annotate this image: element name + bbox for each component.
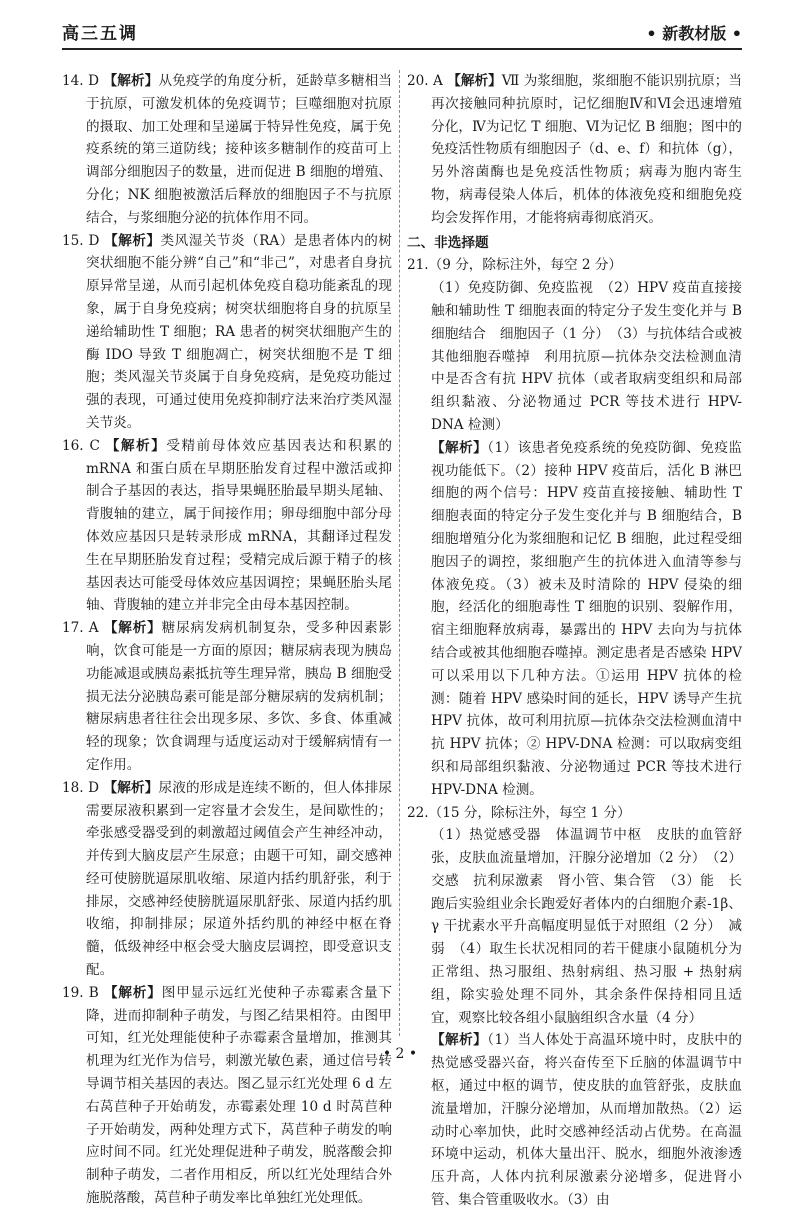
left-column — [62, 70, 392, 1210]
analysis-tag: 【解析】 — [104, 232, 161, 249]
answer-20 — [407, 70, 742, 230]
score-note: （15 分，除标注外，每空 1 分） — [428, 804, 631, 821]
answer-21-analysis — [407, 437, 742, 802]
analysis-text: 受精前母体效应基因表达和积累的 mRNA 和蛋白质在早期胚胎发育过程中激活或抑制合子基因的表达，指导果蝇胚胎最早期头尾轴、背腹轴的建立，属于间接作用；卵母细胞中部分母体效应基因只是转录形成 mRNA，其翻译过程发生在早期胚胎发育过程；受精完成后源于精子的核基因表达可能受母体效应基因调控；果蝇胚胎头尾轴、背腹轴的建立并非完全由母本基因控制。 — [86, 437, 393, 614]
page-header — [62, 14, 742, 50]
answer-22-key: （1）热觉感受器 体温调节中枢 皮肤的血管舒张，皮肤血流量增加，汗腺分泌增加（2 分） （2）交感 抗利尿激素 肾小管、集合管 （3）能 长跑后实验组业余长跑爱好者体内的白细胞介素-1β、γ 干扰素水平升高幅度明显低于对照组（2 分） 减弱 （4）取生长状况相同的若干健康小鼠随机分为正常组、热习服组、热射病组、热习服 + 热射病组，除实验处理不同外，其余条件保持相同且适宜，观察比较各组小鼠脑组织含水量（4 分） — [431, 827, 742, 1026]
answer-17 — [62, 617, 392, 777]
question-number: 19. B — [62, 984, 99, 1001]
analysis-text: （1）当人体处于高温环境中时，皮肤中的热觉感受器兴奋，将兴奋传至下丘脑的体温调节中枢，通过中枢的调节，使皮肤的血管舒张，皮肤血流量增加，汗腺分泌增加，从而增加散热。（2）运动时心率加快，此时交感神经活动占优势。在高温环境中运动，机体大量出汗、脱水，细胞外液渗透压升高，人体内抗利尿激素分泌增多，促进肾小管、集合管重吸收水。（3）由 — [431, 1032, 742, 1209]
analysis-text: 糖尿病发病机制复杂，受多种因素影响，饮食可能是一方面的原因；糖尿病表现为胰岛功能减退或胰岛素抵抗等生理异常，胰岛 B 细胞受损无法分泌胰岛素可能是部分糖尿病的发病机制；糖尿病患者往往会出现多尿、多饮、多食、体重减轻的现象；饮食调理与适度运动对于缓解病情有一定作用。 — [86, 620, 393, 773]
header-title: 高三五调 — [62, 24, 138, 44]
analysis-text: 从免疫学的角度分析，延龄草多糖相当于抗原，可激发机体的免疫调节；巨噬细胞对抗原的摄取、加工处理和呈递属于特异性免疫，属于免疫系统的第三道防线；接种该多糖制作的疫苗可上调部分细胞因子的数量，进而促进 B 细胞的增殖、分化；NK 细胞被激活后释放的细胞因子不与抗原结合，与浆细胞分泌的抗体作用不同。 — [86, 73, 393, 226]
analysis-tag: 【解析】 — [105, 437, 167, 454]
answer-18 — [62, 777, 392, 982]
answer-21-head — [407, 254, 742, 277]
answer-19 — [62, 982, 392, 1210]
page-number: • 2 • — [382, 1046, 418, 1062]
answer-14 — [62, 70, 392, 230]
analysis-tag: 【解析】 — [431, 439, 488, 456]
header-edition-label: • 新教材版 • — [646, 24, 742, 43]
analysis-text: Ⅶ 为浆细胞，浆细胞不能识别抗原；当再次接触同种抗原时，记忆细胞Ⅳ和Ⅵ会迅速增殖分化，Ⅳ为记忆 T 细胞、Ⅵ为记忆 B 细胞；图中的免疫活性物质有细胞因子（d、e、f）和抗体（g），另外溶菌酶也是免疫活性物质；病毒为胞内寄生物，病毒侵染人体后，机体的体液免疫和细胞免疫均会发挥作用，才能将病毒彻底消灭。 — [431, 73, 742, 226]
question-number: 17. A — [62, 620, 99, 637]
analysis-tag: 【解析】 — [447, 73, 502, 89]
analysis-tag: 【解析】 — [103, 779, 159, 796]
analysis-tag: 【解析】 — [103, 73, 159, 89]
analysis-text: 尿液的形成是连续不断的，但人体排尿需要尿液积累到一定容量才会发生，是间歇性的；牵张感受器受到的刺激超过阈值会产生神经冲动，并传到大脑皮层产生尿意；由题干可知，副交感神经可使膀胱逼尿肌收缩、尿道内括约肌舒张，利于排尿，交感神经使膀胱逼尿肌舒张、尿道内括约肌收缩，抑制排尿；尿道外括约肌的神经中枢在脊髓，低级神经中枢会受大脑皮层调控，即受意识支配。 — [86, 779, 393, 979]
question-number: 20. A — [407, 73, 443, 89]
right-column — [407, 70, 742, 1212]
section-title: 二、非选择题 — [407, 234, 489, 251]
answer-16 — [62, 435, 392, 617]
answer-15 — [62, 230, 392, 435]
answer-22-head — [407, 802, 742, 825]
analysis-tag: 【解析】 — [103, 620, 162, 637]
analysis-tag: 【解析】 — [431, 1032, 488, 1049]
question-number: 18. D — [62, 779, 99, 796]
analysis-tag: 【解析】 — [103, 984, 162, 1001]
analysis-text: 图甲显示远红光使种子赤霉素含量下降，进而抑制种子萌发，与图乙结果相符。由图甲可知，红光处理能使种子赤霉素含量增加，推测其机理为红光作为信号，刺激光敏色素，通过信号转导调节相关基因的表达。图乙显示红光处理 6 d 左右莴苣种子开始萌发，赤霉素处理 10 d 时莴苣种子开始萌发，两种处理方式下，莴苣种子萌发的响应时间不同。红光处理促进种子萌发，脱落酸会抑制种子萌发，二者作用相反，所以红光处理结合外施脱落酸，莴苣种子萌发率比单独红光处理低。 — [86, 984, 392, 1207]
score-note: （9 分，除标注外，每空 2 分） — [428, 257, 623, 274]
answer-21-key: （1）免疫防御、免疫监视 （2）HPV 疫苗直接接触和辅助性 T 细胞表面的特定分子发生变化并与 B 细胞结合 细胞因子（1 分） （3）与抗体结合或被其他细胞吞噬掉 利用抗原—抗体杂交法检测血清中是否含有抗 HPV 抗体（或者取病变组织和局部组织黏液、分泌物通过 PCR 等技术进行 HPV-DNA 检测） — [431, 280, 742, 433]
question-number: 21. — [407, 257, 429, 274]
question-number: 15. D — [62, 232, 100, 249]
question-number: 16. C — [62, 437, 100, 454]
question-number: 14. D — [62, 73, 99, 89]
analysis-text: （1）该患者免疫系统的免疫防御、免疫监视功能低下。（2）接种 HPV 疫苗后，活化 B 淋巴细胞的两个信号：HPV 疫苗直接接触、辅助性 T 细胞表面的特定分子发生变化并与 B 细胞结合，B 细胞增殖分化为浆细胞和记忆 B 细胞，此过程受细胞因子的调控，浆细胞产生的抗体进入血清等参与体液免疫。（3）被未及时清除的 HPV 侵染的细胞，经活化的细胞毒性 T 细胞的识别、裂解作用，宿主细胞释放病毒，暴露出的 HPV 去向为与抗体结合或被其他细胞吞噬掉。测定患者是否感染 HPV 可以采用以下几种方法。①运用 HPV 抗体的检测：随着 HPV 感染时间的延长，HPV 诱导产生抗 HPV 抗体，故可利用抗原—抗体杂交法检测血清中抗 HPV 抗体；② HPV-DNA 检测：可以取病变组织和局部组织黏液、分泌物通过 PCR 等技术进行 HPV-DNA 检测。 — [431, 439, 742, 798]
analysis-text: 类风湿关节炎（RA）是患者体内的树突状细胞不能分辨“自己”和“非己”，对患者自身抗原异常呈递，从而引起机体免疫自稳功能紊乱的现象，属于自身免疫病；树突状细胞将自身的抗原呈递给辅助性 T 细胞；RA 患者的树突状细胞产生的酶 IDO 导致 T 细胞凋亡，树突状细胞不是 T 细胞；类风湿关节炎属于自身免疫病，是免疫功能过强的表现，可通过使用免疫抑制疗法来治疗类风湿关节炎。 — [86, 232, 392, 431]
question-number: 22. — [407, 804, 429, 821]
column-divider — [399, 70, 400, 1036]
